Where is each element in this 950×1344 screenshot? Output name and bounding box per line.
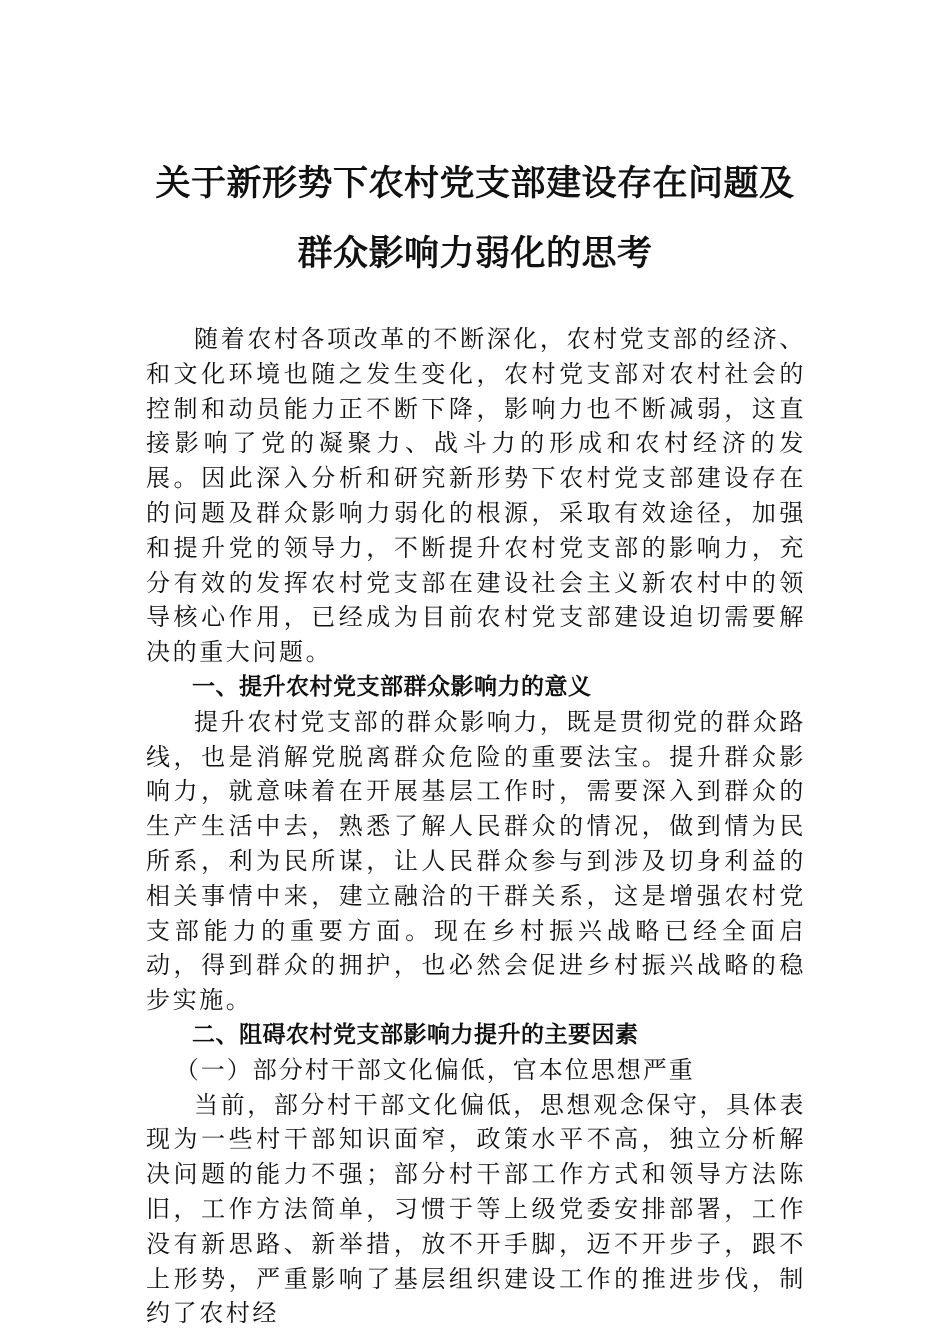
document-title-line-2: 群众影响力弱化的思考 (297, 233, 653, 274)
document-title-line-1: 关于新形势下农村党支部建设存在问题及 (155, 163, 795, 204)
section-2-subheading-1: （一）部分村干部文化偏低，官本位思想严重 (174, 1055, 695, 1084)
intro-paragraph: 随着农村各项改革的不断深化，农村党支部的经济、和文化环境也随之发生变化，农村党支部对农村社会的控制和动员能力正不断下降，影响力也不断减弱，这直接影响了党的凝聚力、战斗力的形成和农村经济的发展。因此深入分析和研究新形势下农村党支部建设存在的问题及群众影响力弱化的根源，采取有效途径，加强和提升党的领导力，不断提升农村党支部的影响力，充分有效的发挥农村党支部在建设社会主义新农村中的领导核心作用，已经成为目前农村党支部建设迫切需要解决的重大问题。 (146, 325, 806, 667)
section-2-heading: 二、阻碍农村党支部影响力提升的主要因素 (192, 1020, 639, 1048)
section-1-paragraph: 提升农村党支部的群众影响力，既是贯彻党的群众路线，也是消解党脱离群众危险的重要法宝。提升群众影响力，就意味着在开展基层工作时，需要深入到群众的生产生活中去，熟悉了解人民群众的情况，做到情为民所系，利为民所谋，让人民群众参与到涉及切身利益的相关事情中来，建立融洽的干群关系，这是增强农村党支部能力的重要方面。现在乡村振兴战略已经全面启动，得到群众的拥护，也必然会促进乡村振兴战略的稳步实施。 (146, 707, 806, 1015)
section-1-heading: 一、提升农村党支部群众影响力的意义 (192, 672, 592, 700)
document-body (146, 322, 806, 1331)
section-2-sub-1-paragraph: 当前，部分村干部文化偏低，思想观念保守，具体表现为一些村干部知识面窄，政策水平不高，独立分析解决问题的能力不强；部分村干部工作方式和领导方法陈旧，工作方法简单，习惯于等上级党委安排部署，工作没有新思路、新举措，放不开手脚，迈不开步子，跟不上形势，严重影响了基层组织建设工作的推进步伐，制约了农村经 (146, 1090, 806, 1328)
